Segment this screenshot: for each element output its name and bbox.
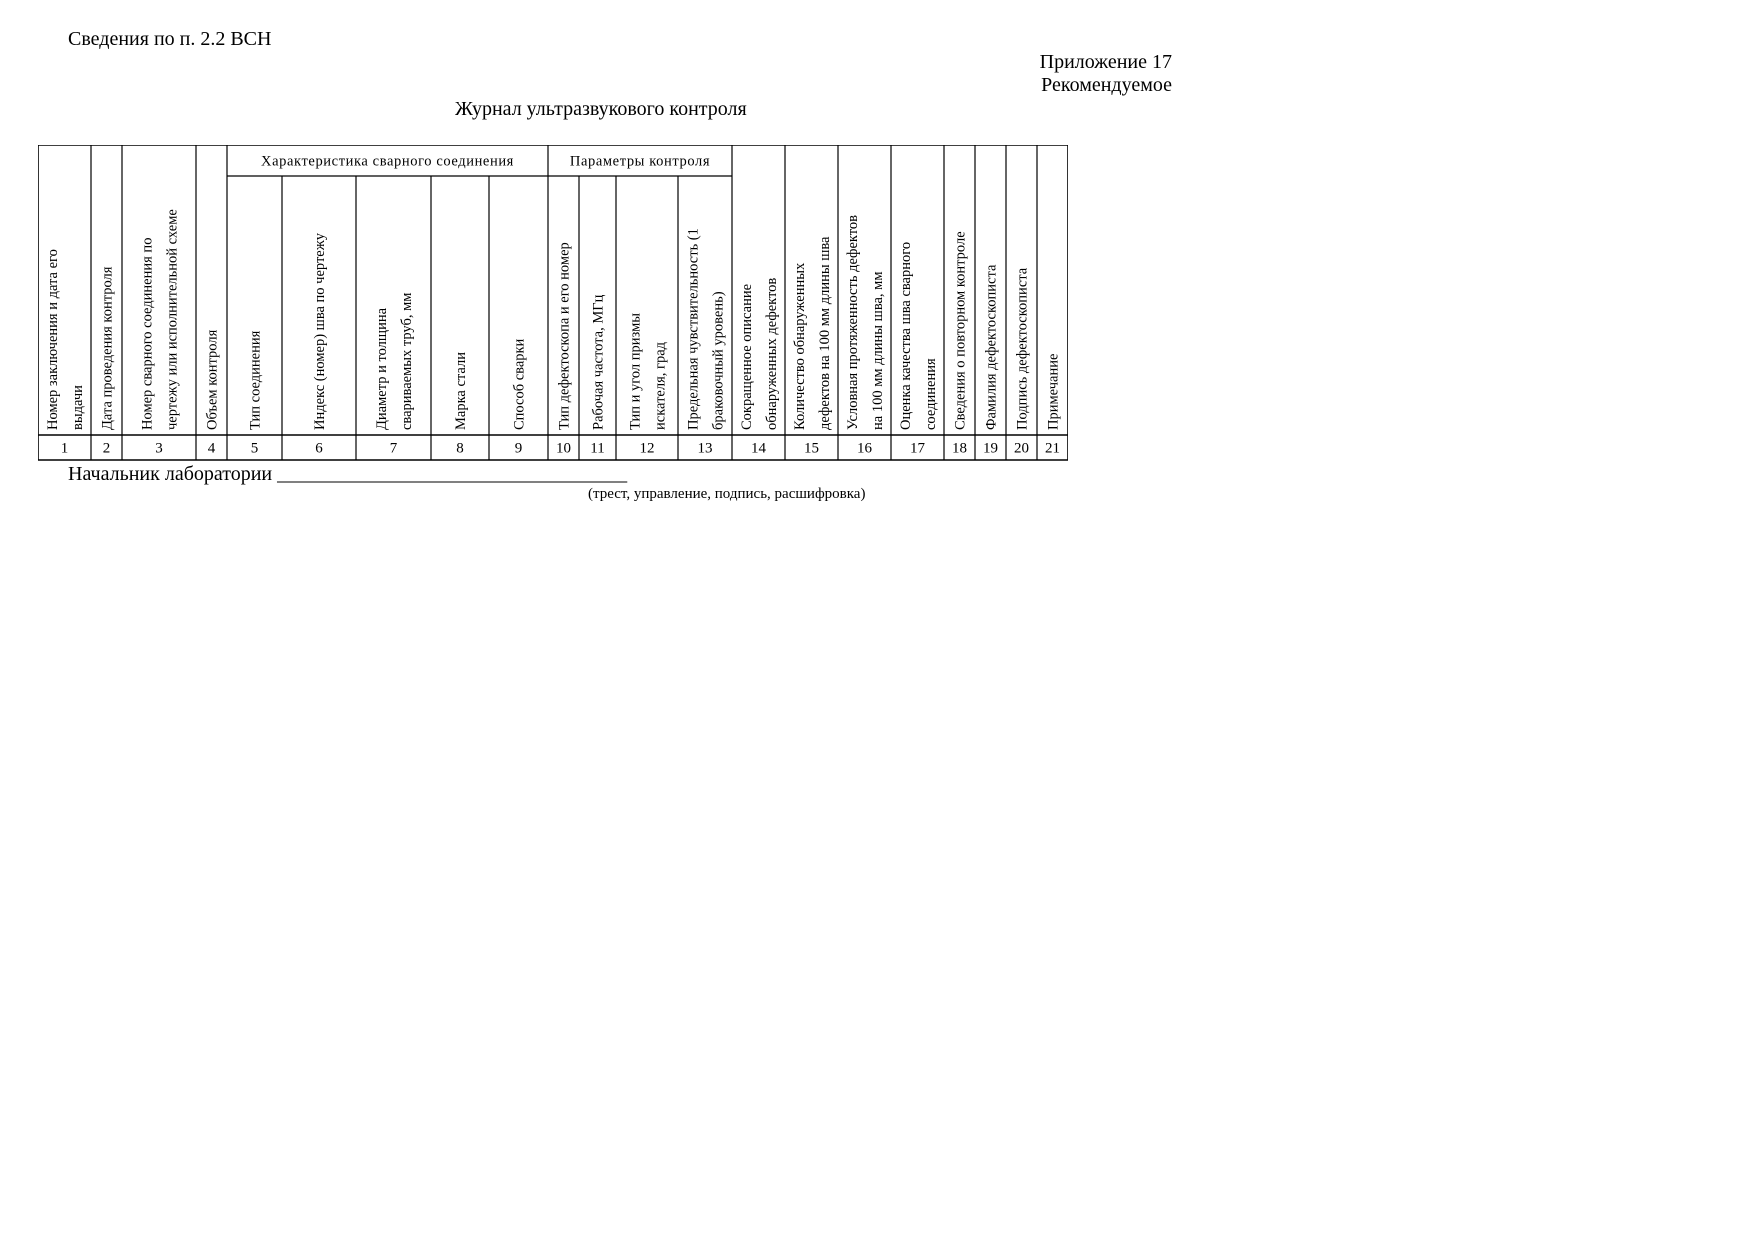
signature-hint: (трест, управление, подпись, расшифровка): [588, 486, 866, 502]
appendix-label: Приложение 17: [1039, 51, 1172, 73]
column-header-label: соединения: [923, 358, 939, 430]
column-number: 10: [556, 440, 571, 457]
column-number: 5: [250, 440, 259, 457]
journal-table: [38, 145, 1068, 465]
column-number: 9: [514, 440, 523, 457]
column-number: 13: [697, 440, 713, 457]
column-header-label: Способ сварки: [511, 338, 528, 430]
column-header-label: Примечание: [1045, 353, 1062, 430]
column-header-label: Рабочая частота, МГц: [590, 294, 607, 430]
column-header-label: Тип дефектоскопа и его номер: [556, 242, 573, 430]
column-header-label: Номер заключения и дата его: [45, 249, 61, 430]
column-header-label: Тип и угол призмы: [627, 313, 644, 430]
column-header-label: обнаруженных дефектов: [764, 277, 780, 430]
column-header-label: Диаметр и толщина: [374, 307, 390, 430]
column-header-label: Объем контроля: [204, 329, 221, 430]
column-number: 1: [60, 440, 69, 457]
column-header-label: Сведения о повторном контроле: [952, 231, 969, 430]
column-number: 16: [857, 440, 872, 457]
head-of-lab-signature-line: Начальник лаборатории ___________________________________: [68, 463, 628, 485]
column-number: 12: [639, 440, 655, 457]
column-header-label: чертежу или исполнительной схеме: [164, 209, 181, 430]
column-number: 18: [952, 440, 967, 457]
column-header-label: на 100 мм длины шва, мм: [870, 271, 886, 430]
column-header-label: Номер сварного соединения по: [139, 237, 156, 430]
column-header-label: Подпись дефектоскописта: [1014, 267, 1031, 430]
column-header-label: браковочный уровень): [710, 291, 727, 430]
column-header-label: Условная протяженность дефектов: [845, 215, 861, 430]
column-header-label: Оценка качества шва сварного: [898, 241, 914, 430]
column-number: 14: [751, 440, 766, 457]
column-number: 20: [1014, 440, 1029, 457]
column-header-label: Индекс (номер) шва по чертежу: [312, 232, 328, 430]
column-number: 4: [207, 440, 216, 457]
column-header-label: Тип соединения: [247, 330, 264, 430]
column-number: 8: [456, 440, 464, 457]
column-number: 2: [102, 440, 111, 457]
column-number: 6: [315, 440, 323, 457]
column-header-label: дефектов на 100 мм длины шва: [817, 236, 833, 430]
column-number: 3: [155, 440, 163, 457]
recommended-label: Рекомендуемое: [1041, 74, 1172, 96]
column-header-label: Сокращенное описание: [739, 283, 755, 430]
column-header-label: Предельная чувствительность (1: [685, 228, 702, 430]
column-header-label: искателя, град: [652, 341, 669, 430]
column-number: 17: [910, 440, 925, 457]
section-reference: Сведения по п. 2.2 ВСН: [68, 28, 272, 50]
column-number: 21: [1045, 440, 1060, 457]
column-number: 7: [389, 440, 398, 457]
group-header-label: Параметры контроля: [569, 153, 711, 170]
column-number: 15: [804, 440, 819, 457]
document-title: Журнал ультразвукового контроля: [455, 98, 747, 120]
column-header-label: свариваемых труб, мм: [399, 292, 415, 430]
column-header-label: Фамилия дефектоскописта: [983, 264, 1000, 430]
column-header-label: Марка стали: [453, 352, 469, 430]
column-header-label: Количество обнаруженных: [792, 262, 808, 430]
column-number: 11: [590, 440, 605, 457]
group-header-label: Характеристика сварного соединения: [261, 153, 514, 170]
column-number: 19: [983, 440, 998, 457]
column-header-label: Дата проведения контроля: [99, 266, 116, 430]
column-header-label: выдачи: [70, 385, 86, 430]
